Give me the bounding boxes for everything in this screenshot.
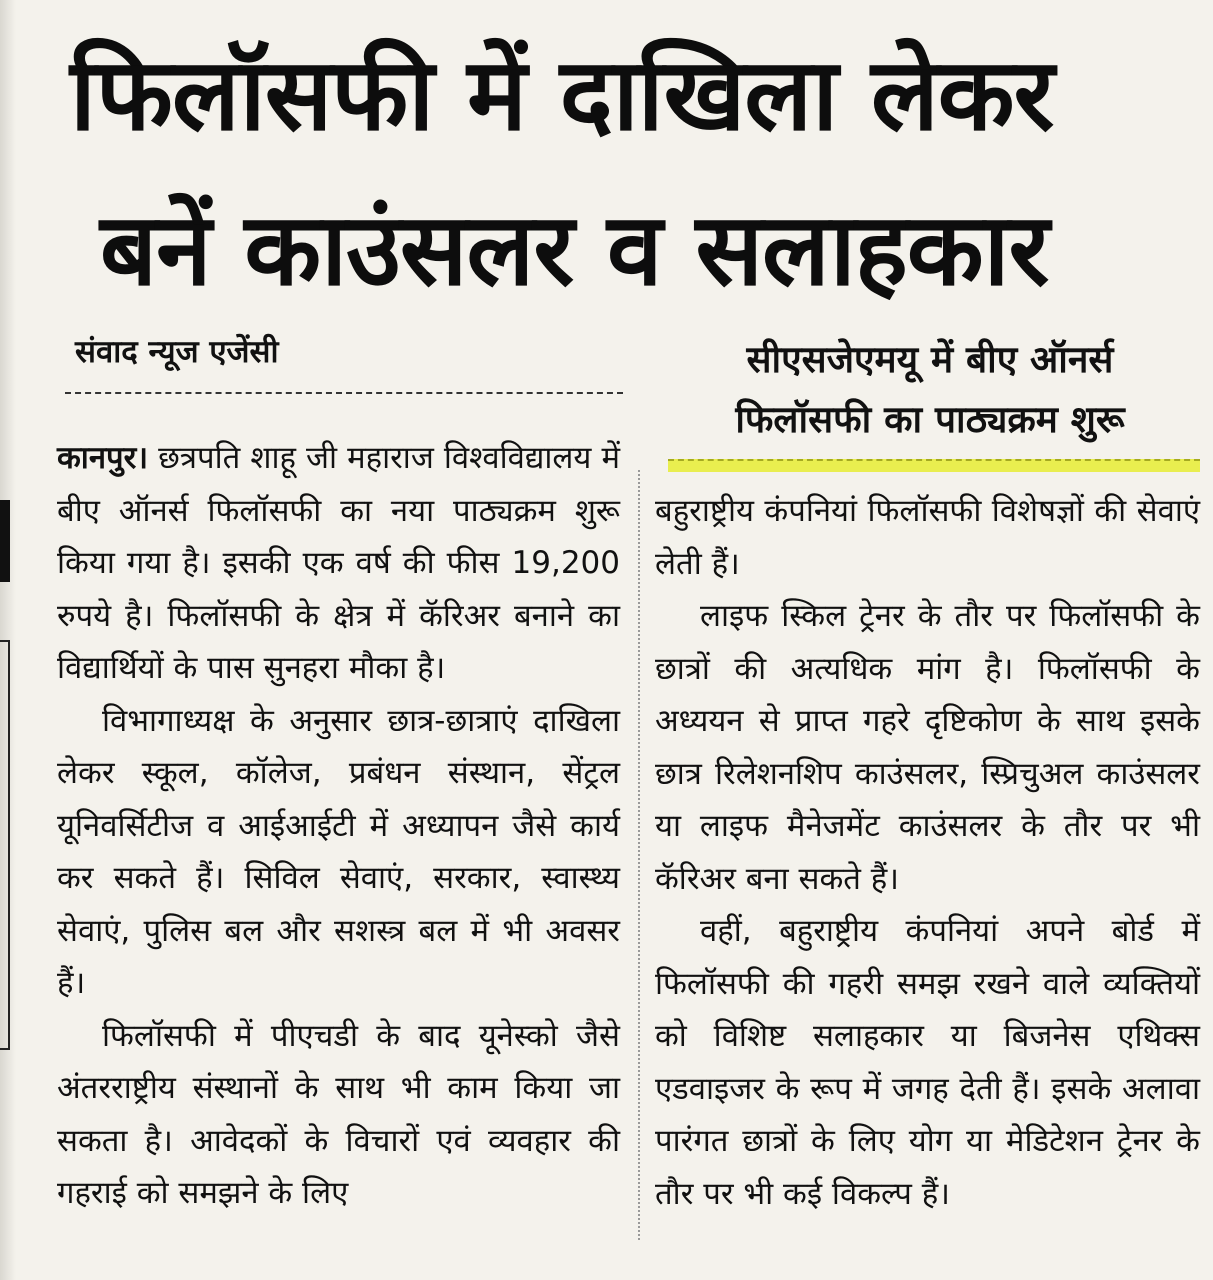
left-paragraph-3: फिलॉसफी में पीएचडी के बाद यूनेस्को जैसे अंतरराष्ट्रीय संस्थानों के साथ भी काम किया जा सकता है। आवेदकों के विचारों एवं व्यवहार की गहराई को समझने के लिए [57, 1017, 620, 1211]
left-column [57, 432, 620, 1220]
headline-line-2: बनें काउंसलर व सलाहकार [100, 191, 1049, 308]
subheadline-highlight-rule [668, 459, 1200, 472]
byline-divider [65, 392, 623, 394]
column-divider [638, 470, 640, 1240]
adjacent-article-border [0, 640, 10, 1050]
subheadline-line-1: सीएसजेएमयू में बीए ऑनर्स [746, 338, 1114, 381]
right-paragraph-2: लाइफ स्किल ट्रेनर के तौर पर फिलॉसफी के छात्रों की अत्यधिक मांग है। फिलॉसफी के अध्ययन से प्राप्त गहरे दृष्टिकोण के साथ इसके छात्र रिलेशनशिप काउंसलर, स्प्रिचुअल काउंसलर या लाइफ मैनेजमेंट काउंसलर के तौर पर भी कॅरिअर बना सकते हैं। [655, 598, 1200, 897]
headline-line-1: फिलॉसफी में दाखिला लेकर [70, 36, 1054, 153]
left-paragraph-1-text: छत्रपति शाहू जी महाराज विश्वविद्यालय में बीए ऑनर्स फिलॉसफी का नया पाठ्यक्रम शुरू किया गया है। इसकी एक वर्ष की फीस 19,200 रुपये है। फिलॉसफी के क्षेत्र में कॅरिअर बनाने का विद्यार्थियों के पास सुनहरा मौका है। [57, 440, 621, 686]
left-paragraph-1 [57, 432, 620, 695]
adjacent-article-fragment [0, 500, 10, 582]
right-paragraph-3: वहीं, बहुराष्ट्रीय कंपनियां अपने बोर्ड में फिलॉसफी की गहरी समझ रखने वाले व्यक्तियों को विशिष्ट सलाहकार या बिजनेस एथिक्स एडवाइजर के रूप में जगह देती हैं। इसके अलावा पारंगत छात्रों के लिए योग या मेडिटेशन ट्रेनर के तौर पर भी कई विकल्प हैं। [655, 913, 1200, 1212]
right-paragraph-1: बहुराष्ट्रीय कंपनियां फिलॉसफी विशेषज्ञों की सेवाएं लेती हैं। [655, 493, 1200, 582]
right-column [655, 485, 1200, 1220]
dateline: कानपुर। [57, 440, 149, 476]
byline: संवाद न्यूज एजेंसी [75, 334, 279, 370]
left-paragraph-2: विभागाध्यक्ष के अनुसार छात्र-छात्राएं दाखिला लेकर स्कूल, कॉलेज, प्रबंधन संस्थान, सेंट्रल यूनिवर्सिटीज व आईआईटी में अध्यापन जैसे कार्य कर सकते हैं। सिविल सेवाएं, सरकार, स्वास्थ्य सेवाएं, पुलिस बल और सशस्त्र बल में भी अवसर हैं। [57, 702, 620, 1001]
subheadline-line-2: फिलॉसफी का पाठ्यक्रम शुरू [735, 398, 1125, 441]
